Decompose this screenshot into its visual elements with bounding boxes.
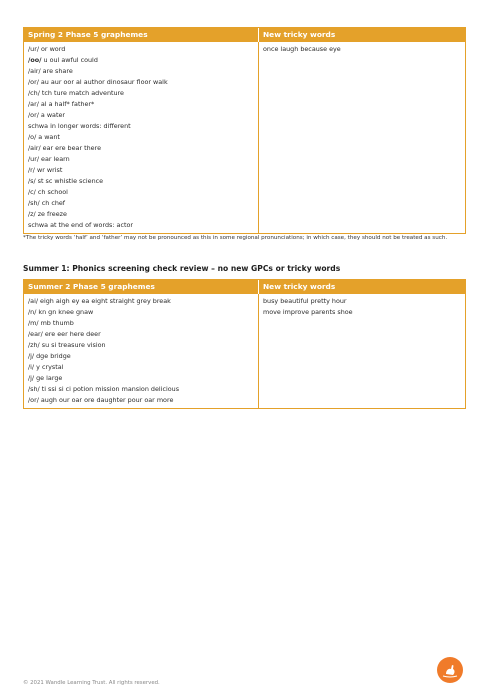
table-body xyxy=(24,42,465,233)
tricky-words-cell xyxy=(259,42,465,233)
tricky-words-column-header: New tricky words xyxy=(263,30,336,39)
summer1-heading: Summer 1: Phonics screening check review – no new GPCs or tricky words xyxy=(23,264,341,273)
grapheme-row xyxy=(28,209,258,220)
grapheme-examples: st sc whistle science xyxy=(35,177,104,185)
grapheme-row xyxy=(28,198,258,209)
grapheme-row xyxy=(28,307,258,318)
summer2-grapheme-table xyxy=(23,279,466,409)
grapheme: /sh/ xyxy=(28,385,40,393)
grapheme: /r/ xyxy=(28,166,35,174)
grapheme: /n/ xyxy=(28,308,37,316)
grapheme: /or/ xyxy=(28,111,39,119)
grapheme-examples: or word xyxy=(38,45,66,53)
grapheme-examples: ze freeze xyxy=(35,210,67,218)
grapheme-row xyxy=(28,296,258,307)
graphemes-cell xyxy=(24,42,259,233)
grapheme-examples: ti ssi si ci potion mission mansion delicious xyxy=(39,385,180,393)
grapheme: /c/ xyxy=(28,188,36,196)
tricky-words-column-header: New tricky words xyxy=(263,282,336,291)
grapheme-row xyxy=(28,384,258,395)
grapheme-examples: ear ere bear there xyxy=(40,144,102,152)
grapheme: /sh/ xyxy=(28,199,40,207)
grapheme: /or/ xyxy=(28,396,39,404)
grapheme-examples: ge large xyxy=(34,374,63,382)
grapheme-examples: schwa at the end of words: actor xyxy=(28,221,133,229)
tricky-words-line: move improve parents shoe xyxy=(263,308,353,316)
grapheme: /air/ xyxy=(28,144,41,152)
table-body xyxy=(24,294,465,408)
grapheme-row xyxy=(28,77,258,88)
grapheme-row xyxy=(28,99,258,110)
grapheme-row xyxy=(28,187,258,198)
grapheme-row xyxy=(28,132,258,143)
graphemes-cell xyxy=(24,294,259,408)
grapheme-row xyxy=(28,340,258,351)
grapheme-examples: u oul awful could xyxy=(41,56,98,64)
grapheme-examples: ch school xyxy=(35,188,68,196)
table-header xyxy=(24,28,465,42)
tricky-words-line: once laugh because eye xyxy=(263,45,341,53)
grapheme-examples: wr wrist xyxy=(34,166,63,174)
grapheme: /ch/ xyxy=(28,89,40,97)
grapheme-examples: dge bridge xyxy=(34,352,71,360)
grapheme: /ar/ xyxy=(28,100,39,108)
grapheme: /ai/ xyxy=(28,297,38,305)
grapheme-row xyxy=(28,143,258,154)
grapheme-examples: mb thumb xyxy=(38,319,74,327)
grapheme: /zh/ xyxy=(28,341,40,349)
grapheme-examples: a want xyxy=(36,133,60,141)
grapheme: /or/ xyxy=(28,78,39,86)
grapheme-row xyxy=(28,66,258,77)
spring2-grapheme-table xyxy=(23,27,466,234)
grapheme: /air/ xyxy=(28,67,41,75)
grapheme-examples: kn gn knee gnaw xyxy=(36,308,94,316)
grapheme-row xyxy=(28,44,258,55)
grapheme-row xyxy=(28,165,258,176)
grapheme-examples: ch chef xyxy=(39,199,66,207)
grapheme-examples: are share xyxy=(40,67,73,75)
grapheme-examples: au aur oor al author dinosaur floor walk xyxy=(38,78,168,86)
grapheme-row xyxy=(28,351,258,362)
footnote: *The tricky words ‘half’ and ‘father’ may not be pronounced as this in some regional pronunciations; in which case, they should not be treated as such. xyxy=(23,235,448,241)
grapheme-examples: a water xyxy=(38,111,66,119)
graphemes-column-header: Summer 2 Phase 5 graphemes xyxy=(24,280,259,294)
grapheme-row xyxy=(28,176,258,187)
grapheme-row xyxy=(28,318,258,329)
grapheme: /o/ xyxy=(28,133,37,141)
grapheme-examples: augh our oar ore daughter pour oar more xyxy=(38,396,174,404)
copyright-footer: © 2021 Wandle Learning Trust. All rights reserved. xyxy=(23,680,160,686)
grapheme-examples: schwa in longer words: different xyxy=(28,122,131,130)
wandle-logo-icon xyxy=(437,657,463,683)
grapheme-row xyxy=(28,154,258,165)
rabbit-emblem-icon xyxy=(437,657,463,683)
grapheme-row xyxy=(28,88,258,99)
grapheme-examples: y crystal xyxy=(34,363,64,371)
grapheme: /j/ xyxy=(28,374,35,382)
grapheme-examples: su si treasure vision xyxy=(39,341,106,349)
grapheme-row xyxy=(28,329,258,340)
grapheme-row xyxy=(28,110,258,121)
grapheme-row xyxy=(28,395,258,406)
grapheme: /z/ xyxy=(28,210,36,218)
grapheme-examples: tch ture match adventure xyxy=(39,89,124,97)
grapheme-row xyxy=(28,121,258,132)
grapheme-row xyxy=(28,373,258,384)
grapheme: /i/ xyxy=(28,363,35,371)
grapheme: /ur/ xyxy=(28,155,39,163)
table-header xyxy=(24,280,465,294)
tricky-words-line: busy beautiful pretty hour xyxy=(263,297,347,305)
grapheme-examples: al a half* father* xyxy=(38,100,95,108)
grapheme: /ur/ xyxy=(28,45,39,53)
grapheme: /m/ xyxy=(28,319,39,327)
grapheme-examples: ear learn xyxy=(38,155,70,163)
graphemes-column-header: Spring 2 Phase 5 graphemes xyxy=(24,28,259,42)
grapheme-examples: ere eer here deer xyxy=(42,330,101,338)
grapheme: /ear/ xyxy=(28,330,43,338)
grapheme: /oo/ xyxy=(28,56,42,64)
grapheme-row xyxy=(28,220,258,231)
grapheme: /s/ xyxy=(28,177,36,185)
grapheme-examples: eigh aigh ey ea eight straight grey break xyxy=(38,297,171,305)
grapheme-row xyxy=(28,55,258,66)
tricky-words-cell xyxy=(259,294,465,408)
grapheme-row xyxy=(28,362,258,373)
grapheme: /j/ xyxy=(28,352,35,360)
